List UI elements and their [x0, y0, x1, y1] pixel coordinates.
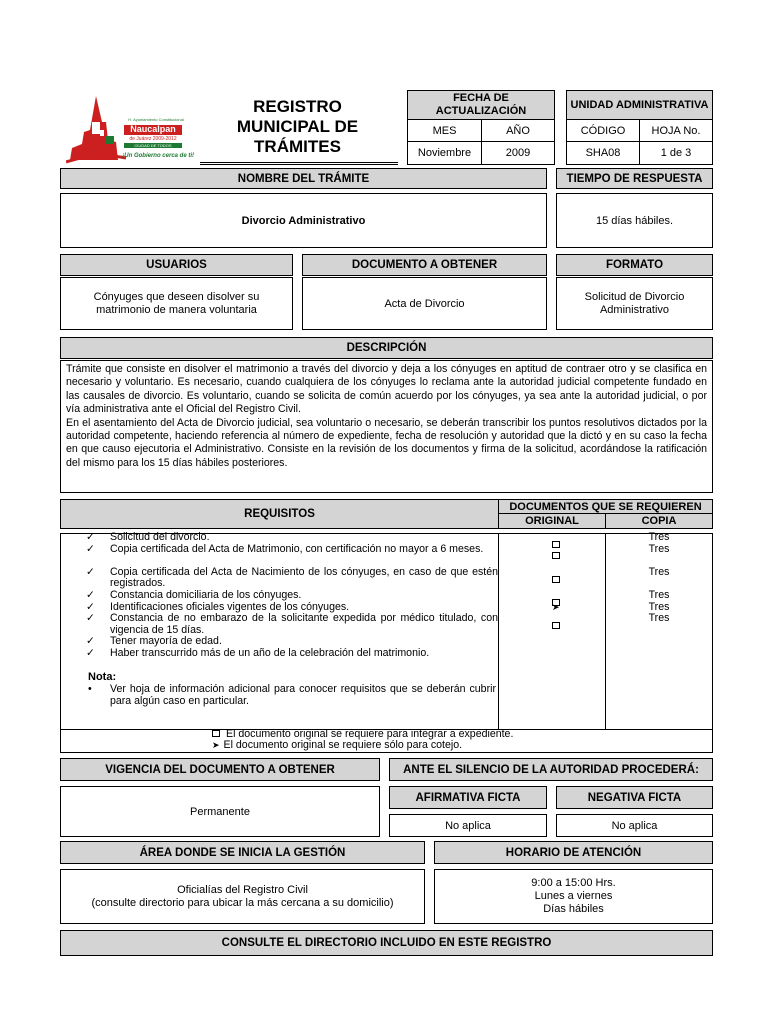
logo-years: de Juárez 2009-2012 [129, 136, 177, 142]
nombre-tramite-label: NOMBRE DEL TRÁMITE [60, 168, 547, 189]
original-label: ORIGINAL [498, 513, 606, 529]
title-line-2: MUNICIPAL DE [236, 117, 359, 136]
original-marker-6 [552, 616, 560, 634]
silencio-label: ANTE EL SILENCIO DE LA AUTORIDAD PROCEDERÁ: [389, 758, 713, 781]
horario-label: HORARIO DE ATENCIÓN [434, 841, 713, 864]
negativa-ficta-label: NEGATIVA FICTA [556, 786, 713, 809]
unidad-label: UNIDAD ADMINISTRATIVA [566, 90, 713, 120]
usuarios-label: USUARIOS [60, 254, 293, 276]
descripcion-parrafo-2: En el asentamiento del Acta de Divorcio judicial, sea voluntario o necesario, se deberán transcribir los puntos resolutivos dictados por la autoridad competente, haciendo referencia al número de expediente, fecha de resolución y autoridad que la dictó y en su caso la fecha en que causo ejecutoria el Administrativo. Consiste en la revisión de los documentos y firma de la solicitud, acordándose la ratificación del mismo para los 15 días hábiles posteriores. [66, 416, 707, 469]
codigo-value: SHA08 [566, 141, 640, 165]
mes-label: MES [407, 119, 482, 142]
tiempo-respuesta-label: TIEMPO DE RESPUESTA [556, 168, 713, 189]
afirmativa-ficta-value: No aplica [389, 814, 547, 837]
original-marker-3 [552, 570, 560, 588]
vigencia-value: Permanente [60, 786, 380, 837]
legend-1: El documento original se requiere para integrar a expediente. [212, 729, 632, 741]
nombre-tramite-value: Divorcio Administrativo [60, 193, 547, 248]
requisito-4: ✓ Constancia domiciliaria de los cónyuges. [86, 588, 302, 601]
hoja-value: 1 de 3 [639, 141, 713, 165]
check-icon: ✓ [86, 588, 95, 601]
legend-2: ➤ El documento original se requiere sólo para cotejo. [212, 739, 463, 751]
check-icon: ✓ [86, 565, 95, 578]
requisito-5: ✓ Identificaciones oficiales vigentes de los cónyuges. [86, 600, 350, 613]
usuarios-value: Cónyuges que deseen disolver su matrimonio de manera voluntaria [60, 277, 293, 330]
naucalpan-logo [66, 92, 196, 170]
mes-value: Noviembre [407, 141, 482, 165]
documento-obtener-label: DOCUMENTO A OBTENER [302, 254, 547, 276]
copia-label: COPIA [605, 513, 713, 529]
area-gestion-value [60, 869, 425, 924]
requisitos-list [60, 532, 498, 660]
area-line-1: Oficialías del Registro Civil [177, 883, 308, 896]
arrow-marker-icon: ➤ [212, 740, 220, 750]
copia-value-3: Tres [648, 566, 670, 578]
hoja-label: HOJA No. [639, 119, 713, 142]
requisito-7: ✓ Tener mayoría de edad. [86, 635, 222, 648]
negativa-ficta-value: No aplica [556, 814, 713, 837]
descripcion-parrafo-1: Trámite que consiste en disolver el matrimonio a través del divorcio y deja a los cónyuges en aptitud de contraer otro y se clasifica en necesario y voluntario. Es necesario, cuando cualquiera de los cónyuges lo reclama ante la autoridad judicial competente fundado en las causales de divorcio. Es voluntario, cuando se solicita de común acuerdo por los cónyuges, ya sea ante la autoridad judicial, o por vía administrativa ante el Oficial del Registro Civil. [66, 363, 707, 416]
requisito-1: ✓ Solicitud del divorcio. [86, 531, 210, 543]
requisitos-label: REQUISITOS [60, 499, 499, 529]
codigo-label: CÓDIGO [566, 119, 640, 142]
descripcion-box [60, 360, 713, 493]
copia-value-5: Tres [648, 601, 670, 613]
original-marker-2 [552, 546, 560, 564]
tiempo-respuesta-value: 15 días hábiles. [556, 193, 713, 248]
check-icon: ✓ [86, 635, 95, 648]
check-icon: ✓ [86, 600, 95, 613]
area-line-2: (consulte directorio para ubicar la más cercana a su domicilio) [91, 896, 394, 909]
title-line-3: TRÁMITES [254, 137, 341, 156]
requisito-8: ✓ Haber transcurrido más de un año de la celebración del matrimonio. [86, 646, 430, 659]
formato-label: FORMATO [556, 254, 713, 276]
descripcion-label: DESCRIPCIÓN [60, 337, 713, 359]
logo-top-text: H. Ayuntamiento Constitucional [128, 117, 184, 122]
logo-ribbon: CIUDAD DE TODOS [134, 143, 172, 148]
afirmativa-ficta-label: AFIRMATIVA FICTA [389, 786, 547, 809]
fecha-label: FECHA DE ACTUALIZACIÓN [407, 90, 555, 120]
check-icon: ✓ [86, 612, 95, 625]
nota-item [88, 684, 496, 707]
check-icon: ✓ [86, 542, 95, 555]
documentos-requieren-label: DOCUMENTOS QUE SE REQUIEREN [498, 499, 713, 514]
copia-value-2: Tres [648, 543, 670, 555]
horario-line-2: Lunes a viernes [534, 890, 613, 902]
requisito-3: ✓ Copia certificada del Acta de Nacimiento de los cónyuges, en caso de que estén registrados. [86, 565, 498, 590]
original-arrow-icon: ➤ [552, 602, 560, 612]
copia-value-6: Tres [648, 612, 670, 624]
bullet-icon: • [88, 683, 92, 695]
formato-value: Solicitud de Divorcio Administrativo [556, 277, 713, 330]
title-line-1: REGISTRO [253, 97, 342, 116]
page-title [200, 97, 395, 157]
vigencia-label: VIGENCIA DEL DOCUMENTO A OBTENER [60, 758, 380, 781]
requisitos-col-divider-2 [605, 533, 606, 730]
ano-label: AÑO [481, 119, 555, 142]
requisitos-col-divider-1 [498, 533, 499, 730]
horario-value [434, 869, 713, 924]
check-icon: ✓ [86, 531, 95, 543]
copia-value-4: Tres [648, 589, 670, 601]
check-icon: ✓ [86, 646, 95, 659]
copia-value-1: Tres [648, 531, 670, 543]
directorio-footer: CONSULTE EL DIRECTORIO INCLUIDO EN ESTE REGISTRO [60, 930, 713, 956]
logo-slogan: ¡Un Gobierno cerca de ti! [122, 153, 194, 159]
title-rule [200, 162, 398, 165]
requisito-6: ✓ Constancia de no embarazo de la solicitante expedida por médico titulado, con vigencia de 15 días. [86, 612, 498, 636]
nota-text: Ver hoja de información adicional para conocer requisitos que se deberán cubrir para algún caso en particular. [110, 683, 496, 707]
area-gestion-label: ÁREA DONDE SE INICIA LA GESTIÓN [60, 841, 425, 864]
ano-value: 2009 [481, 141, 555, 165]
logo-brand: Naucalpan [130, 124, 176, 134]
requisito-2: ✓ Copia certificada del Acta de Matrimonio, con certificación no mayor a 6 meses. [86, 542, 484, 555]
nota-label: Nota: [88, 671, 117, 683]
documento-obtener-value: Acta de Divorcio [302, 277, 547, 330]
horario-line-3: Días hábiles [543, 903, 604, 915]
square-marker-icon [212, 730, 220, 737]
horario-line-1: 9:00 a 15:00 Hrs. [531, 877, 616, 889]
